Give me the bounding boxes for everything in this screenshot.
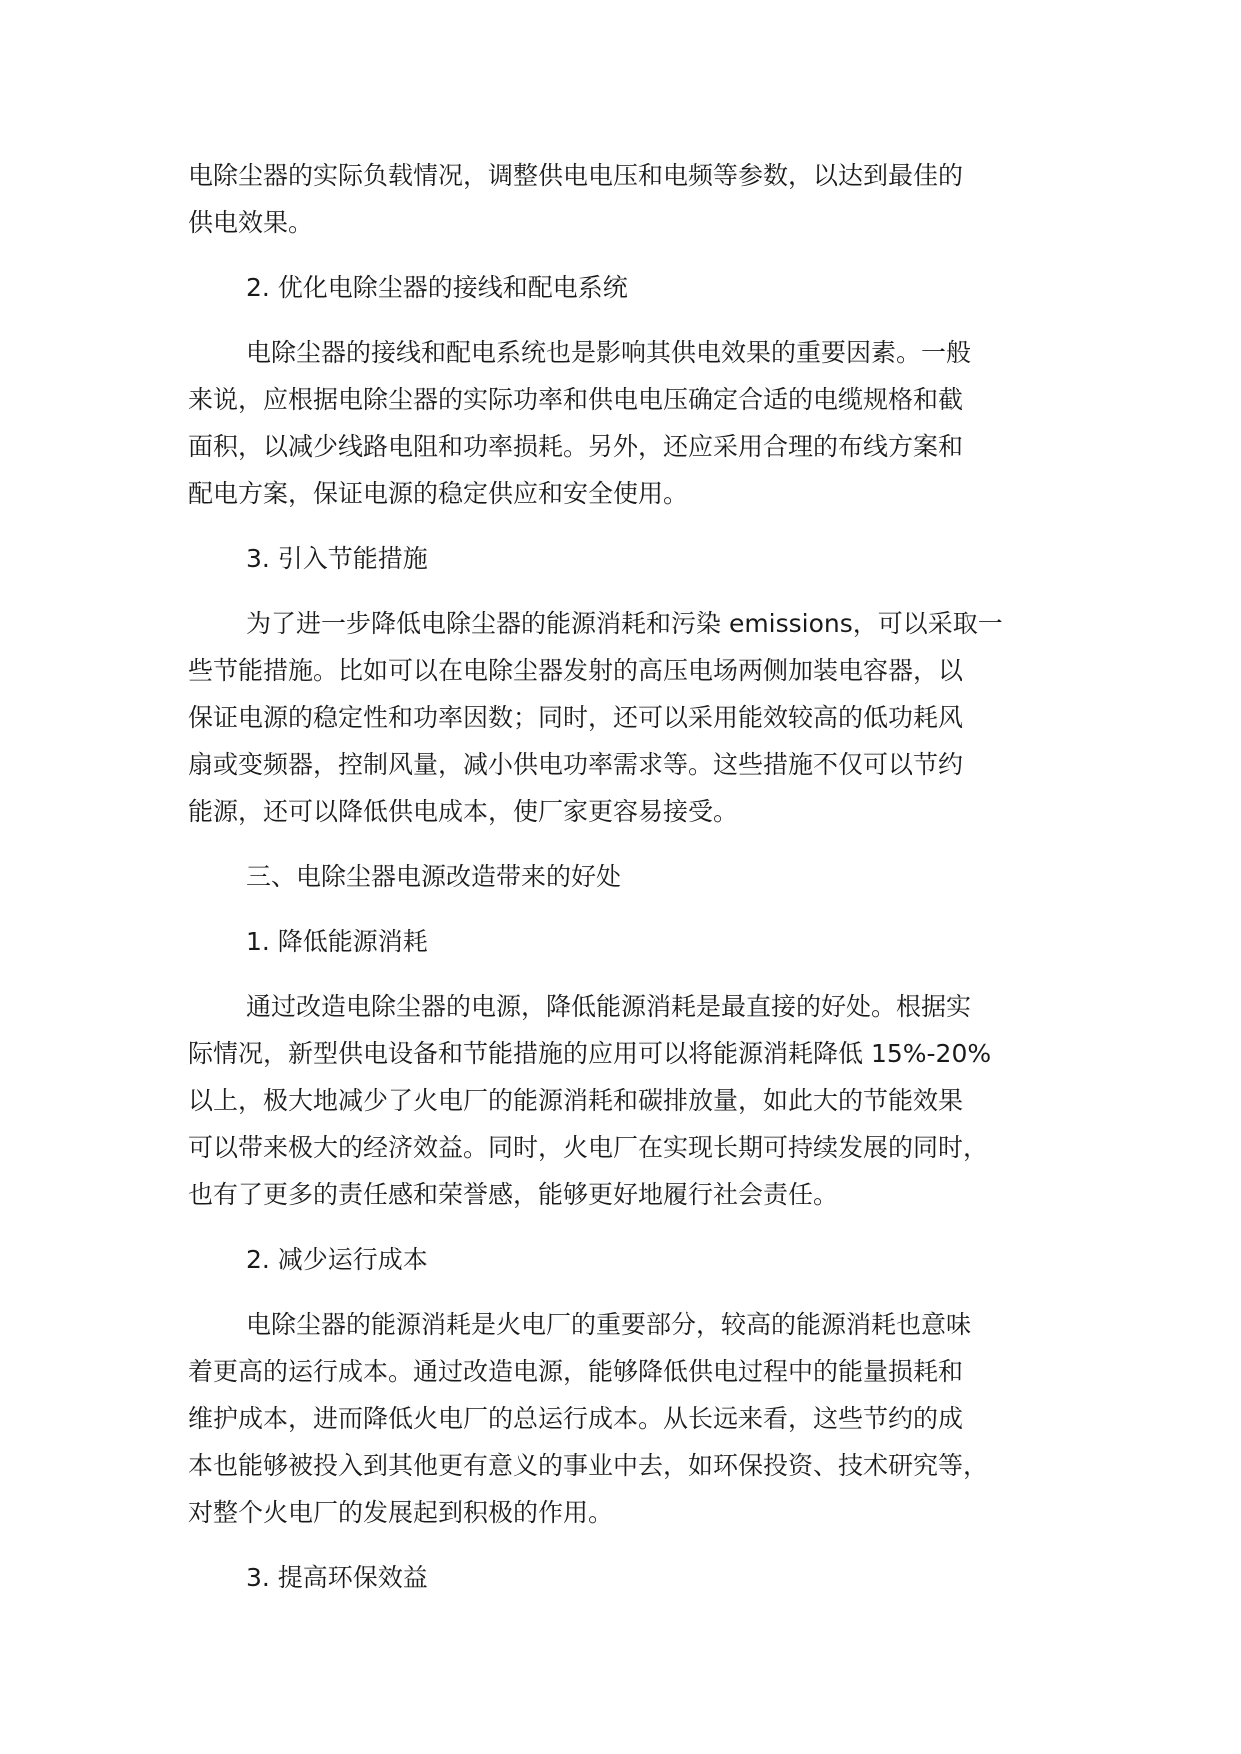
text-line: 维护成本，进而降低火电厂的总运行成本。从长远来看，这些节约的成 xyxy=(188,1404,964,1433)
heading-text: 2. 优化电除尘器的接线和配电系统 xyxy=(246,273,628,302)
text-line: 来说，应根据电除尘器的实际功率和供电电压确定合适的电缆规格和截 xyxy=(188,385,964,414)
text-line: 配电方案，保证电源的稳定供应和安全使用。 xyxy=(188,479,689,508)
heading-text: 2. 减少运行成本 xyxy=(246,1245,428,1274)
text-line: 些节能措施。比如可以在电除尘器发射的高压电场两侧加装电容器，以 xyxy=(188,656,964,685)
text-line: 供电效果。 xyxy=(188,208,314,237)
text-line: 际情况，新型供电设备和节能措施的应用可以将能源消耗降低 15%-20% xyxy=(188,1039,992,1068)
paragraph xyxy=(188,1301,1088,1536)
text-line: 电除尘器的接线和配电系统也是影响其供电效果的重要因素。一般 xyxy=(246,338,972,367)
text-line: 通过改造电除尘器的电源，降低能源消耗是最直接的好处。根据实 xyxy=(246,992,972,1021)
text-line: 本也能够被投入到其他更有意义的事业中去，如环保投资、技术研究等， xyxy=(188,1451,989,1480)
paragraph xyxy=(188,600,1088,835)
paragraph xyxy=(188,983,1088,1218)
text-line: 对整个火电厂的发展起到积极的作用。 xyxy=(188,1498,614,1527)
text-line: 可以带来极大的经济效益。同时，火电厂在实现长期可持续发展的同时， xyxy=(188,1133,989,1162)
paragraph xyxy=(188,152,1088,246)
heading-text: 3. 引入节能措施 xyxy=(246,544,428,573)
text-line: 面积，以减少线路电阻和功率损耗。另外，还应采用合理的布线方案和 xyxy=(188,432,964,461)
text-line: 扇或变频器，控制风量，减小供电功率需求等。这些措施不仅可以节约 xyxy=(188,750,964,779)
text-line: 着更高的运行成本。通过改造电源，能够降低供电过程中的能量损耗和 xyxy=(188,1357,964,1386)
heading-text: 三、电除尘器电源改造带来的好处 xyxy=(246,862,622,891)
section-heading xyxy=(188,1554,1088,1601)
section-heading xyxy=(188,1236,1088,1283)
paragraph xyxy=(188,329,1088,517)
text-line: 也有了更多的责任感和荣誉感，能够更好地履行社会责任。 xyxy=(188,1180,839,1209)
heading-text: 3. 提高环保效益 xyxy=(246,1563,428,1592)
text-line: 以上，极大地减少了火电厂的能源消耗和碳排放量，如此大的节能效果 xyxy=(188,1086,964,1115)
text-line: 电除尘器的实际负载情况，调整供电电压和电频等参数，以达到最佳的 xyxy=(188,161,964,190)
text-line: 电除尘器的能源消耗是火电厂的重要部分，较高的能源消耗也意味 xyxy=(246,1310,972,1339)
text-line: 为了进一步降低电除尘器的能源消耗和污染 emissions，可以采取一 xyxy=(246,609,1003,638)
section-heading xyxy=(188,264,1088,311)
document-body xyxy=(188,152,1088,1601)
text-line: 能源，还可以降低供电成本，使厂家更容易接受。 xyxy=(188,797,739,826)
section-heading xyxy=(188,918,1088,965)
heading-text: 1. 降低能源消耗 xyxy=(246,927,428,956)
text-line: 保证电源的稳定性和功率因数；同时，还可以采用能效较高的低功耗风 xyxy=(188,703,964,732)
section-heading xyxy=(188,853,1088,900)
section-heading xyxy=(188,535,1088,582)
